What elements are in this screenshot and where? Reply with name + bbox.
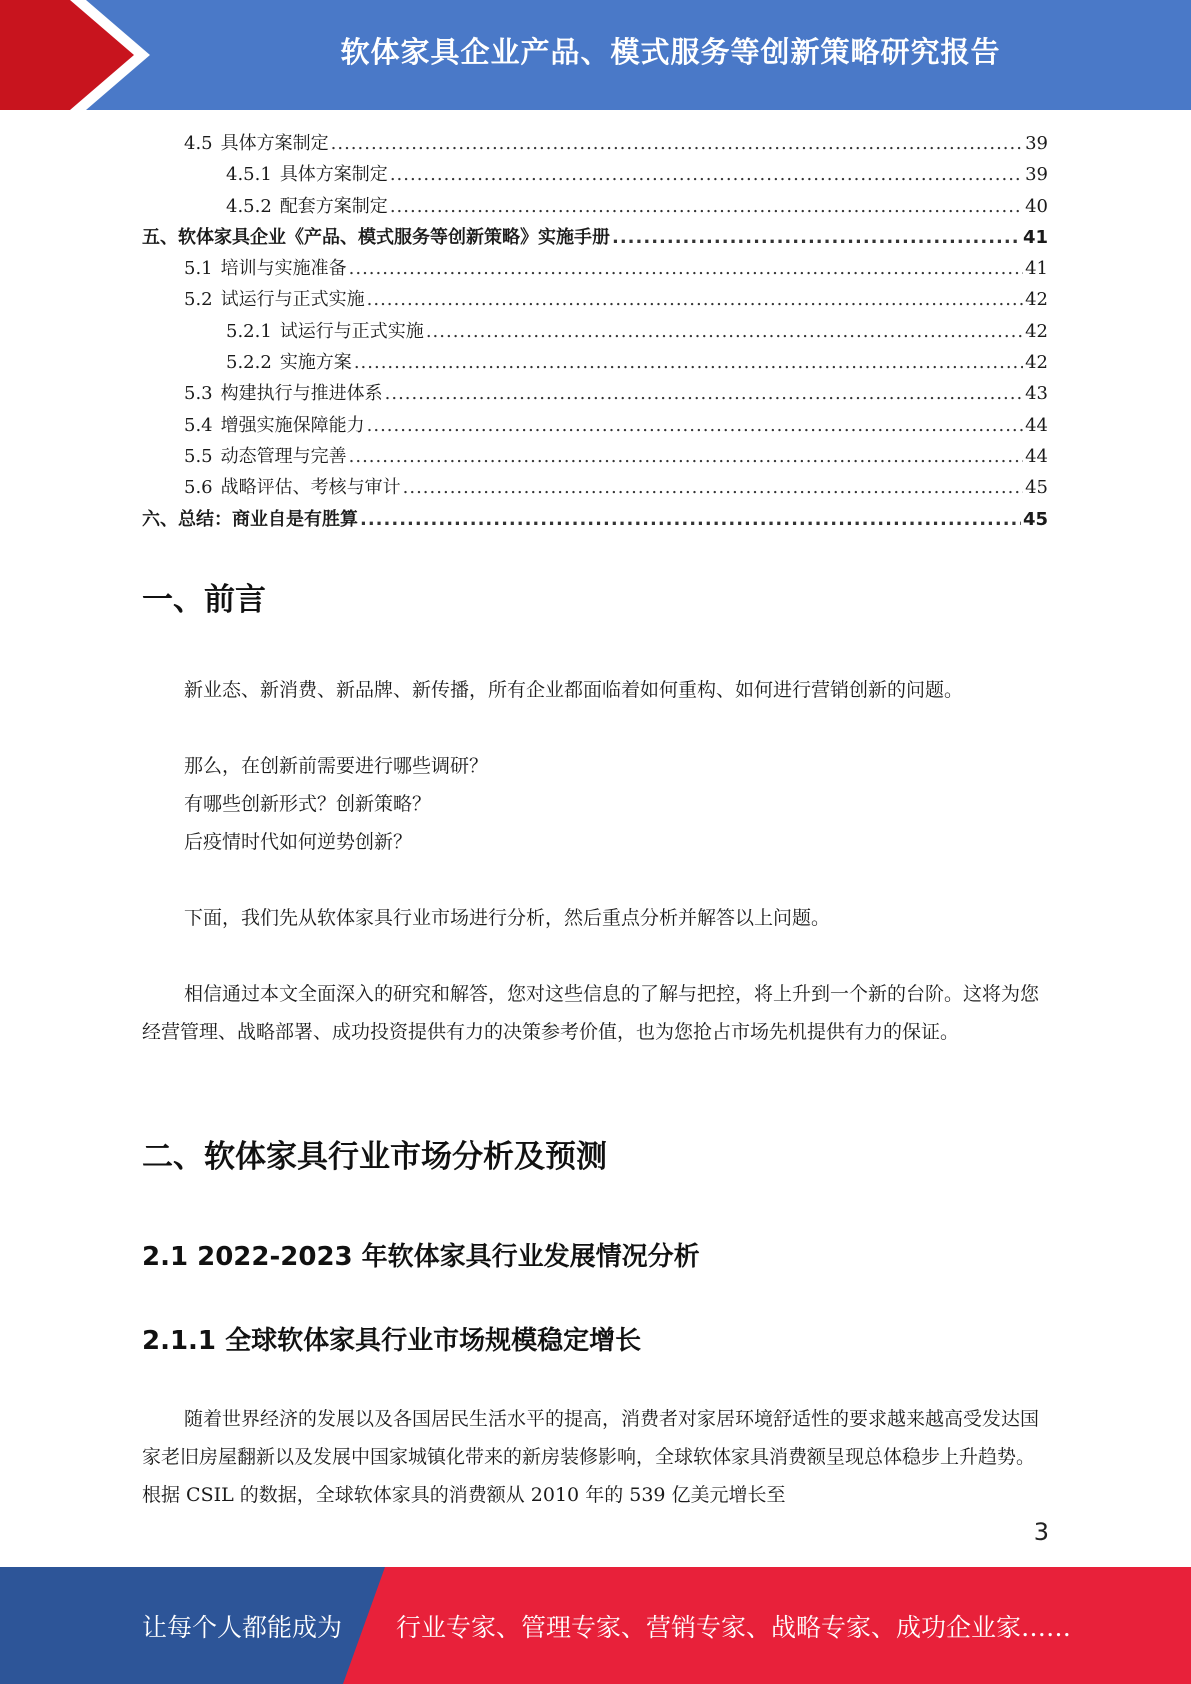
toc-number: 5.2.1 (226, 320, 272, 342)
toc-page-number: 44 (1025, 414, 1048, 436)
toc-page-number: 39 (1025, 164, 1048, 186)
footer-slogan-right: 行业专家、管理专家、营销专家、战略专家、成功企业家…… (396, 1612, 1072, 1642)
toc-row[interactable] (142, 222, 1048, 253)
toc-leader-dots (385, 378, 1023, 409)
report-title: 软体家具企业产品、模式服务等创新策略研究报告 (340, 34, 1001, 69)
toc-number: 5.2 (184, 289, 213, 311)
toc-leader-dots (390, 191, 1023, 222)
toc-title: 动态管理与完善 (220, 445, 347, 467)
toc-row[interactable] (142, 378, 1048, 409)
toc-page-number: 43 (1025, 383, 1048, 405)
toc-title: 具体方案制定 (279, 164, 388, 186)
toc-leader-dots (367, 410, 1023, 441)
toc-title: 战略评估、考核与审计 (220, 477, 401, 499)
paragraph-value: 相信通过本文全面深入的研究和解答，您对这些信息的了解与把控，将上升到一个新的台阶。这将为您经营管理、战略部署、成功投资提供有力的决策参考价值，也为您抢占市场先机提供有力的保证。 (142, 983, 1040, 1043)
toc-row[interactable] (142, 347, 1048, 378)
question-item: 后疫情时代如何逆势创新？ (184, 831, 413, 853)
toc-number: 5.3 (184, 383, 213, 405)
footer-slogan-left: 让每个人都能成为 (142, 1612, 343, 1642)
toc-number: 5.6 (184, 477, 213, 499)
toc-row[interactable] (142, 253, 1048, 284)
toc-leader-dots (360, 504, 1021, 535)
toc-title: 增强实施保障能力 (220, 414, 365, 436)
toc-number: 4.5 (184, 133, 213, 154)
toc-leader-dots (403, 472, 1023, 503)
toc-title: 具体方案制定 (220, 133, 329, 154)
toc-page-number: 45 (1025, 477, 1048, 499)
toc-title: 配套方案制定 (279, 195, 388, 217)
toc-row[interactable] (142, 159, 1048, 190)
toc-row[interactable] (142, 410, 1048, 441)
toc-leader-dots (349, 441, 1023, 472)
toc-leader-dots (390, 159, 1023, 190)
toc-page-number: 42 (1025, 320, 1048, 342)
toc-title: 培训与实施准备 (220, 258, 347, 280)
toc-page-number: 39 (1025, 133, 1048, 154)
toc-page-number: 41 (1022, 226, 1048, 248)
toc-title: 六、总结：商业自是有胜算 (142, 508, 358, 530)
paragraph-analysis-plan: 下面，我们先从软体家具行业市场进行分析，然后重点分析并解答以上问题。 (184, 907, 831, 929)
toc-title: 五、软体家具企业《产品、模式服务等创新策略》实施手册 (142, 226, 610, 248)
paragraph-intro: 新业态、新消费、新品牌、新传播，所有企业都面临着如何重构、如何进行营销创新的问题。 (184, 679, 964, 701)
toc-number: 5.1 (184, 258, 213, 280)
subsection-heading-2-1: 2.1 2022-2023 年软体家具行业发展情况分析 (142, 1242, 700, 1272)
toc-leader-dots (354, 347, 1023, 378)
footer-banner (0, 1567, 1191, 1684)
toc-row[interactable] (142, 441, 1048, 472)
toc-title: 试运行与正式实施 (220, 289, 365, 311)
question-list (142, 747, 1048, 861)
toc-page-number: 45 (1022, 508, 1048, 530)
toc-number: 5.5 (184, 445, 213, 467)
toc-number: 4.5.1 (226, 164, 272, 186)
toc-page-number: 42 (1025, 352, 1048, 374)
toc-row[interactable] (142, 284, 1048, 315)
page-number: 3 (1033, 1518, 1049, 1546)
toc-page-number: 44 (1025, 445, 1048, 467)
toc-number: 5.4 (184, 414, 213, 436)
section-heading-market-analysis: 二、软体家具行业市场分析及预测 (142, 1139, 607, 1175)
toc-row[interactable] (142, 191, 1048, 222)
toc-page-number: 41 (1025, 258, 1048, 280)
toc-number: 5.2.2 (226, 352, 272, 374)
paragraph-global-market: 随着世界经济的发展以及各国居民生活水平的提高，消费者对家居环境舒适性的要求越来越高受发达国家老旧房屋翻新以及发展中国家城镇化带来的新房装修影响，全球软体家具消费额呈现总体稳步上升趋势。根据 CSIL 的数据，全球软体家具的消费额从 2010 年的 539 亿美元增长至 (142, 1408, 1040, 1506)
toc-title: 试运行与正式实施 (279, 320, 424, 342)
toc-leader-dots (426, 316, 1023, 347)
toc-page-number: 40 (1025, 195, 1048, 217)
toc-leader-dots (612, 222, 1021, 253)
table-of-contents (142, 128, 1048, 535)
toc-row[interactable] (142, 128, 1048, 159)
header-banner (0, 0, 1191, 110)
toc-row[interactable] (142, 504, 1048, 535)
toc-leader-dots (349, 253, 1023, 284)
toc-title: 构建执行与推进体系 (220, 383, 383, 405)
question-item: 有哪些创新形式？创新策略？ (184, 793, 432, 815)
question-item: 那么，在创新前需要进行哪些调研？ (184, 755, 489, 777)
toc-leader-dots (367, 284, 1023, 315)
toc-leader-dots (331, 128, 1023, 159)
toc-title: 实施方案 (279, 352, 352, 374)
section-heading-preface: 一、前言 (142, 582, 266, 618)
toc-row[interactable] (142, 472, 1048, 503)
toc-page-number: 42 (1025, 289, 1048, 311)
subsection-heading-2-1-1: 2.1.1 全球软体家具行业市场规模稳定增长 (142, 1326, 642, 1356)
toc-row[interactable] (142, 316, 1048, 347)
toc-number: 4.5.2 (226, 195, 272, 217)
